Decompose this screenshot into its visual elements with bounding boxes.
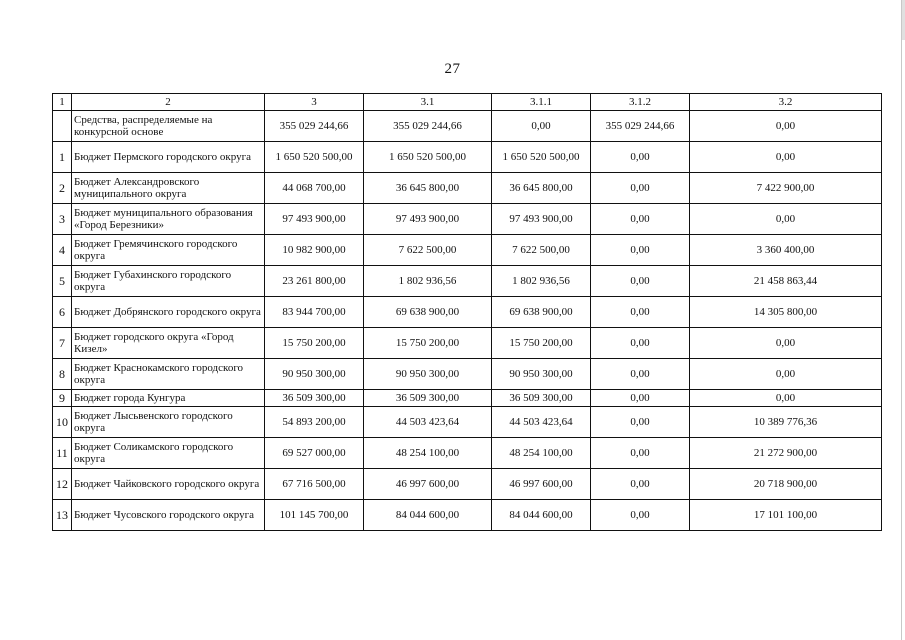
table-row — [53, 142, 882, 173]
cell-3: 36 509 300,00 — [265, 390, 364, 407]
header-col-1: 1 — [53, 94, 72, 111]
cell-3-1-1: 48 254 100,00 — [492, 438, 591, 469]
cell-3-1: 7 622 500,00 — [364, 235, 492, 266]
row-number — [53, 111, 72, 142]
row-number: 5 — [53, 266, 72, 297]
cell-3-1-1: 0,00 — [492, 111, 591, 142]
cell-3-1-2: 0,00 — [591, 438, 690, 469]
cell-3: 1 650 520 500,00 — [265, 142, 364, 173]
row-number: 10 — [53, 407, 72, 438]
cell-3: 54 893 200,00 — [265, 407, 364, 438]
cell-3-1: 48 254 100,00 — [364, 438, 492, 469]
row-number: 8 — [53, 359, 72, 390]
cell-3-1: 69 638 900,00 — [364, 297, 492, 328]
cell-3-2: 10 389 776,36 — [690, 407, 882, 438]
cell-3: 10 982 900,00 — [265, 235, 364, 266]
row-number: 7 — [53, 328, 72, 359]
cell-3-1-2: 0,00 — [591, 266, 690, 297]
cell-3-1-2: 0,00 — [591, 297, 690, 328]
cell-3-2: 17 101 100,00 — [690, 500, 882, 531]
row-name: Бюджет Гремячинского городского округа — [72, 235, 265, 266]
cell-3-1-2: 0,00 — [591, 359, 690, 390]
page-number: 27 — [444, 61, 461, 77]
table-row — [53, 359, 882, 390]
cell-3: 44 068 700,00 — [265, 173, 364, 204]
table-row — [53, 500, 882, 531]
cell-3-1-1: 84 044 600,00 — [492, 500, 591, 531]
row-name: Бюджет Чайковского городского округа — [72, 469, 265, 500]
cell-3-1: 84 044 600,00 — [364, 500, 492, 531]
cell-3: 101 145 700,00 — [265, 500, 364, 531]
cell-3-1: 44 503 423,64 — [364, 407, 492, 438]
cell-3: 15 750 200,00 — [265, 328, 364, 359]
cell-3: 97 493 900,00 — [265, 204, 364, 235]
row-number: 3 — [53, 204, 72, 235]
row-number: 9 — [53, 390, 72, 407]
cell-3-2: 14 305 800,00 — [690, 297, 882, 328]
row-name: Бюджет Александровского муниципального округа — [72, 173, 265, 204]
scan-edge-line — [901, 0, 902, 640]
cell-3-2: 7 422 900,00 — [690, 173, 882, 204]
cell-3-1-1: 46 997 600,00 — [492, 469, 591, 500]
cell-3: 83 944 700,00 — [265, 297, 364, 328]
row-name: Бюджет Соликамского городского округа — [72, 438, 265, 469]
row-number: 13 — [53, 500, 72, 531]
header-col-2: 2 — [72, 94, 265, 111]
cell-3-2: 0,00 — [690, 328, 882, 359]
cell-3-1-2: 0,00 — [591, 204, 690, 235]
header-col-3-1-1: 3.1.1 — [492, 94, 591, 111]
table-row — [53, 266, 882, 297]
cell-3-1: 1 650 520 500,00 — [364, 142, 492, 173]
cell-3-1-2: 0,00 — [591, 142, 690, 173]
row-name: Бюджет города Кунгура — [72, 390, 265, 407]
row-name: Бюджет Лысьвенского городского округа — [72, 407, 265, 438]
cell-3-1-1: 97 493 900,00 — [492, 204, 591, 235]
table-row — [53, 297, 882, 328]
cell-3-2: 21 272 900,00 — [690, 438, 882, 469]
row-number: 2 — [53, 173, 72, 204]
cell-3-1: 15 750 200,00 — [364, 328, 492, 359]
cell-3-1-2: 0,00 — [591, 407, 690, 438]
cell-3-2: 20 718 900,00 — [690, 469, 882, 500]
cell-3-1-1: 1 802 936,56 — [492, 266, 591, 297]
header-col-3: 3 — [265, 94, 364, 111]
cell-3-1-1: 1 650 520 500,00 — [492, 142, 591, 173]
cell-3: 90 950 300,00 — [265, 359, 364, 390]
row-name: Бюджет Краснокамского городского округа — [72, 359, 265, 390]
row-number: 6 — [53, 297, 72, 328]
row-number: 1 — [53, 142, 72, 173]
cell-3-1-2: 0,00 — [591, 390, 690, 407]
cell-3-2: 3 360 400,00 — [690, 235, 882, 266]
cell-3-1-1: 44 503 423,64 — [492, 407, 591, 438]
table-row — [53, 407, 882, 438]
row-name: Средства, распределяемые на конкурсной основе — [72, 111, 265, 142]
table-row — [53, 173, 882, 204]
cell-3-2: 0,00 — [690, 142, 882, 173]
cell-3-1-2: 0,00 — [591, 500, 690, 531]
cell-3-1: 90 950 300,00 — [364, 359, 492, 390]
cell-3-1-1: 36 509 300,00 — [492, 390, 591, 407]
cell-3: 69 527 000,00 — [265, 438, 364, 469]
cell-3-2: 0,00 — [690, 359, 882, 390]
cell-3-2: 0,00 — [690, 390, 882, 407]
cell-3: 23 261 800,00 — [265, 266, 364, 297]
cell-3: 67 716 500,00 — [265, 469, 364, 500]
row-number: 12 — [53, 469, 72, 500]
row-name: Бюджет Пермского городского округа — [72, 142, 265, 173]
table-header-row — [53, 94, 882, 111]
header-col-3-2: 3.2 — [690, 94, 882, 111]
row-number: 11 — [53, 438, 72, 469]
table-row — [53, 111, 882, 142]
cell-3-1-1: 69 638 900,00 — [492, 297, 591, 328]
row-name: Бюджет городского округа «Город Кизел» — [72, 328, 265, 359]
cell-3-1-1: 15 750 200,00 — [492, 328, 591, 359]
table-row — [53, 390, 882, 407]
row-number: 4 — [53, 235, 72, 266]
cell-3-1: 355 029 244,66 — [364, 111, 492, 142]
cell-3-2: 0,00 — [690, 111, 882, 142]
cell-3-2: 0,00 — [690, 204, 882, 235]
cell-3-1: 1 802 936,56 — [364, 266, 492, 297]
cell-3-1: 36 645 800,00 — [364, 173, 492, 204]
cell-3-1: 97 493 900,00 — [364, 204, 492, 235]
table-row — [53, 204, 882, 235]
header-col-3-1: 3.1 — [364, 94, 492, 111]
cell-3-1-2: 0,00 — [591, 235, 690, 266]
cell-3-1-1: 7 622 500,00 — [492, 235, 591, 266]
row-name: Бюджет Чусовского городского округа — [72, 500, 265, 531]
row-name: Бюджет Добрянского городского округа — [72, 297, 265, 328]
cell-3-1: 46 997 600,00 — [364, 469, 492, 500]
header-col-3-1-2: 3.1.2 — [591, 94, 690, 111]
cell-3-1-2: 0,00 — [591, 328, 690, 359]
table-row — [53, 469, 882, 500]
cell-3-1-2: 0,00 — [591, 173, 690, 204]
cell-3-1-1: 36 645 800,00 — [492, 173, 591, 204]
cell-3-1-1: 90 950 300,00 — [492, 359, 591, 390]
table-row — [53, 438, 882, 469]
budget-distribution-table — [52, 93, 882, 531]
cell-3-1: 36 509 300,00 — [364, 390, 492, 407]
cell-3-1-2: 0,00 — [591, 469, 690, 500]
cell-3-2: 21 458 863,44 — [690, 266, 882, 297]
table-row — [53, 328, 882, 359]
cell-3-1-2: 355 029 244,66 — [591, 111, 690, 142]
table-row — [53, 235, 882, 266]
row-name: Бюджет муниципального образования «Город Березники» — [72, 204, 265, 235]
cell-3: 355 029 244,66 — [265, 111, 364, 142]
row-name: Бюджет Губахинского городского округа — [72, 266, 265, 297]
